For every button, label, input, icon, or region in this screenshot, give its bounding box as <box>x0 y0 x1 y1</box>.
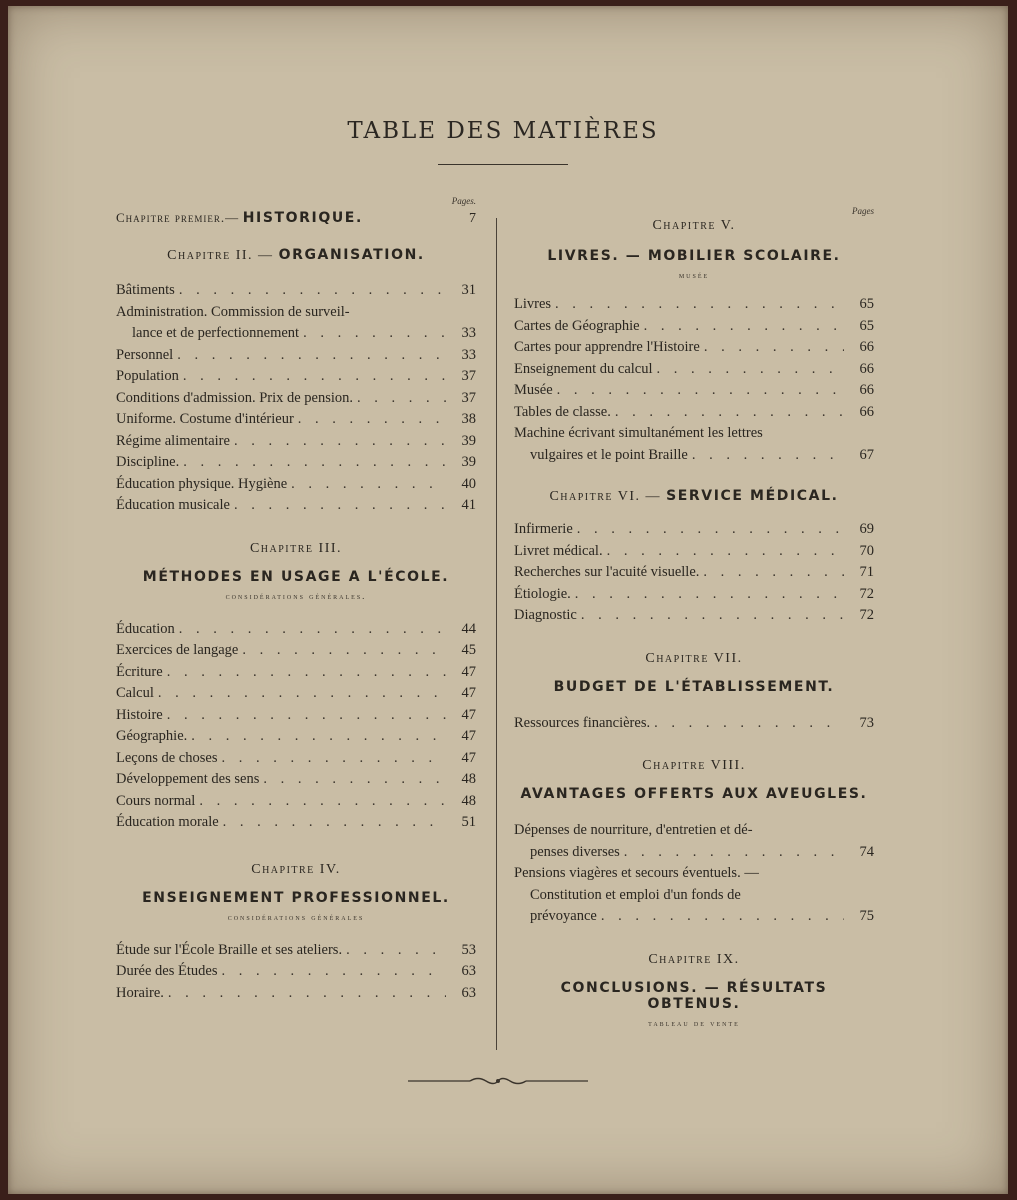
toc-entry: Histoire . . . 47 <box>116 705 476 727</box>
chapter-2-entries <box>116 280 476 517</box>
toc-entry: Diagnostic . . . 72 <box>514 605 874 627</box>
chapter-5-heading: Chapitre V. <box>652 218 736 233</box>
chapter-7-entries <box>514 713 874 735</box>
chapter-3-entries <box>116 619 476 834</box>
chapter-5-subtitle: musée <box>678 270 710 280</box>
toc-entry: Étiologie. . . . 72 <box>514 584 874 606</box>
toc-entry: Cartes de Géographie . . . 65 <box>514 316 874 338</box>
chapter-8-heading: Chapitre VIII. <box>642 758 746 773</box>
chapter-1-line <box>116 210 476 227</box>
chapter-1-page: 7 <box>469 211 476 226</box>
toc-entry: Horaire. . . . 63 <box>116 983 476 1005</box>
toc-entry: Développement des sens . . . 48 <box>116 769 476 791</box>
toc-entry: Éducation . . . 44 <box>116 619 476 641</box>
chapter-4-title: ENSEIGNEMENT PROFESSIONNEL. <box>142 889 450 906</box>
chapter-2-heading <box>116 247 476 264</box>
chapter-4-entries <box>116 940 476 1005</box>
chapter-4-subtitle: considérations générales <box>227 911 365 922</box>
chapter-6-entries <box>514 519 874 627</box>
pages-label: Pages. <box>451 196 476 206</box>
chapter-5-entries <box>514 294 874 466</box>
toc-entry: Population . . . 37 <box>116 366 476 388</box>
toc-entry: Uniforme. Costume d'intérieur . . . 38 <box>116 409 476 431</box>
chapter-9-subtitle: tableau de vente <box>648 1017 740 1028</box>
chapter-2-prefix: Chapitre II. — <box>167 248 274 263</box>
right-column <box>514 206 874 1028</box>
chapter-2-title: ORGANISATION. <box>278 247 425 263</box>
toc-entry: Durée des Études . . . 63 <box>116 961 476 983</box>
book-page <box>8 6 1008 1194</box>
chapter-6-title: SERVICE MÉDICAL. <box>666 488 839 504</box>
toc-entry: Enseignement du calcul . . . 66 <box>514 359 874 381</box>
toc-entry: Musée . . . 66 <box>514 380 874 402</box>
chapter-1-prefix: Chapitre premier.— <box>116 210 240 225</box>
toc-entry: Éducation physique. Hygiène . . . 40 <box>116 474 476 496</box>
chapter-6-prefix: Chapitre VI. — <box>549 489 662 504</box>
toc-entry: Leçons de choses . . . 47 <box>116 748 476 770</box>
chapter-3-subtitle: considérations générales. <box>225 590 367 601</box>
toc-entry: Calcul . . . 47 <box>116 683 476 705</box>
toc-entry: Conditions d'admission. Prix de pension. . . . 37 <box>116 388 476 410</box>
column-divider <box>496 218 497 1050</box>
toc-entry: Exercices de langage . . . 45 <box>116 640 476 662</box>
chapter-7-heading: Chapitre VII. <box>645 650 743 666</box>
page-title: TABLE DES MATIÈRES <box>347 118 659 144</box>
toc-entry: Régime alimentaire . . . 39 <box>116 431 476 453</box>
toc-entry: Tables de classe. . . . 66 <box>514 402 874 424</box>
ornament-divider <box>408 1074 588 1088</box>
toc-entry: Livret médical. . . . 70 <box>514 541 874 563</box>
chapter-4-heading: Chapitre IV. <box>251 861 341 877</box>
toc-entry: Cours normal . . . 48 <box>116 791 476 813</box>
chapter-8-title: AVANTAGES OFFERTS AUX AVEUGLES. <box>520 786 868 802</box>
chapter-3-title: MÉTHODES EN USAGE A L'ÉCOLE. <box>142 568 450 585</box>
toc-entry: Machine écrivant simultanément les lettres vulgaires et le point Braille . . . 67 <box>514 423 874 466</box>
toc-entry: Écriture . . . 47 <box>116 662 476 684</box>
toc-entry: Éducation morale . . . 51 <box>116 812 476 834</box>
toc-entry: Discipline. . . . 39 <box>116 452 476 474</box>
chapter-9-heading: Chapitre IX. <box>648 951 740 967</box>
toc-entry: Ressources financières. . . . 73 <box>514 713 874 735</box>
toc-entry: Pensions viagères et secours éventuels. — Constitution et emploi d'un fonds de prévoyance . . . 75 <box>514 863 874 928</box>
chapter-6-heading <box>514 488 874 505</box>
toc-entry: Recherches sur l'acuité visuelle. . . . 71 <box>514 562 874 584</box>
toc-entry: Infirmerie . . . 69 <box>514 519 874 541</box>
toc-entry: Administration. Commission de surveil- lance et de perfectionnement . . . 33 <box>116 302 476 345</box>
toc-entry: Cartes pour apprendre l'Histoire . . . 66 <box>514 337 874 359</box>
left-column <box>116 196 476 1004</box>
toc-entry: Éducation musicale . . . 41 <box>116 495 476 517</box>
chapter-1-title: HISTORIQUE. <box>242 210 363 226</box>
title-rule <box>438 164 568 165</box>
chapter-5-title: LIVRES. — MOBILIER SCOLAIRE. <box>547 248 841 264</box>
toc-entry: Livres . . . 65 <box>514 294 874 316</box>
chapter-8-entries <box>514 820 874 928</box>
toc-entry: Personnel . . . 33 <box>116 345 476 367</box>
chapter-7-title: BUDGET DE L'ÉTABLISSEMENT. <box>553 678 835 695</box>
toc-entry: Géographie. . . . 47 <box>116 726 476 748</box>
pages-label-right: Pages <box>852 206 874 216</box>
toc-entry: Bâtiments . . . 31 <box>116 280 476 302</box>
chapter-9-title: CONCLUSIONS. — RÉSULTATS OBTENUS. <box>560 979 828 1012</box>
toc-entry: Étude sur l'École Braille et ses ateliers. . . . 53 <box>116 940 476 962</box>
chapter-3-heading: Chapitre III. <box>249 540 343 556</box>
toc-entry: Dépenses de nourriture, d'entretien et dé- penses diverses . . . 74 <box>514 820 874 863</box>
